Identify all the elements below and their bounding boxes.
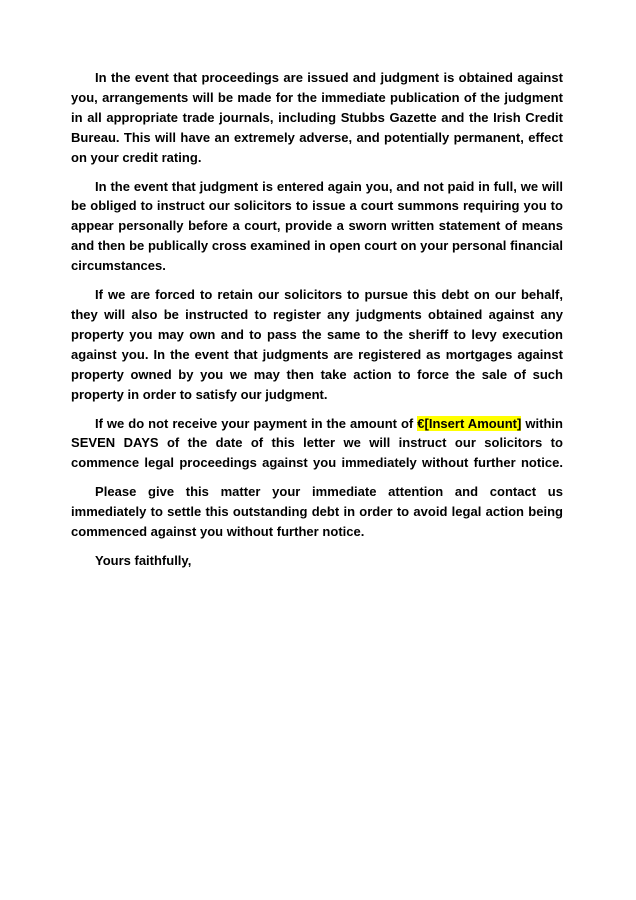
- paragraph-court-summons: In the event that judgment is entered again you, and not paid in full, we will be obliged to instruct our solicitors to issue a court summons requiring you to appear personally before a court, provide a sworn written statement of means and then be publically cross examined in open court on your personal financial circumstances.: [71, 178, 563, 274]
- letter-body: [71, 68, 563, 571]
- paragraph-judgment-publication: In the event that proceedings are issued and judgment is obtained against you, arrangements will be made for the immediate publication of the judgment in all appropriate trade journals, including Stubbs Gazette and the Irish Credit Bureau. This will have an extremely adverse, and potentially permanent, effect on your credit rating.: [71, 70, 563, 165]
- insert-amount-placeholder[interactable]: €[Insert Amount]: [417, 415, 522, 431]
- paragraph-payment-demand: [71, 414, 563, 474]
- paragraph-solicitors-sheriff: If we are forced to retain our solicitors to pursue this debt on our behalf, they will also be instructed to register any judgments obtained against any property you may own and to pass the same to the sheriff to levy execution against you. In the event that judgments are registered as mortgages against property owned by you we may then take action to force the sale of such property in order to satisfy our judgment.: [71, 287, 563, 402]
- payment-demand-text-before: If we do not receive your payment in the amount of: [95, 415, 418, 431]
- paragraph-closing-request: Please give this matter your immediate attention and contact us immediately to settle this outstanding debt in order to avoid legal action being commenced against you without further notice.: [71, 484, 563, 540]
- payment-demand-text-after: within SEVEN DAYS of the date of this letter we will instruct our solicitors to commence legal proceedings against you immediately without further notice.: [71, 415, 563, 471]
- signoff-line: Yours faithfully,: [95, 552, 192, 568]
